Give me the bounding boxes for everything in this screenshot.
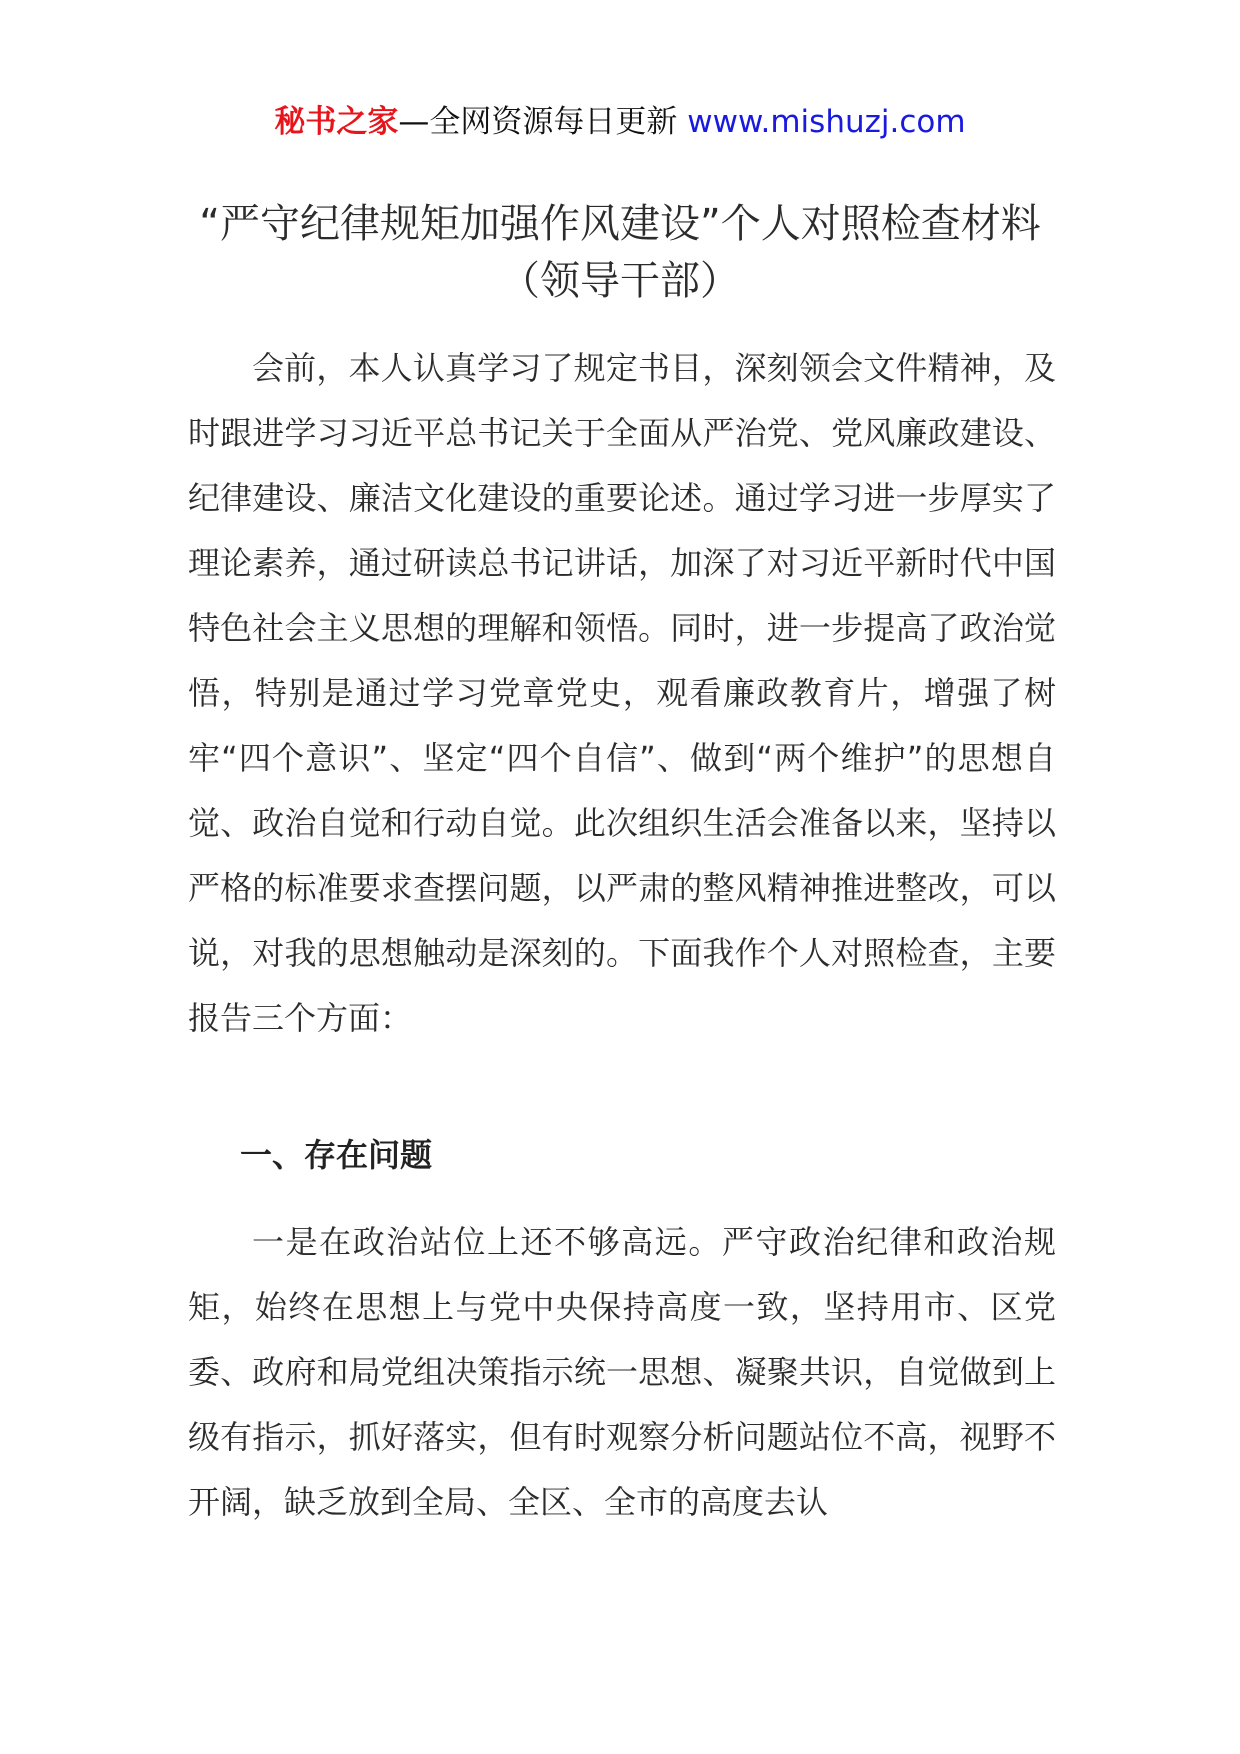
intro-paragraph: 会前，本人认真学习了规定书目，深刻领会文件精神，及时跟进学习习近平总书记关于全面从严治党、党风廉政建设、纪律建设、廉洁文化建设的重要论述。通过学习进一步厚实了理论素养，通过研读总书记讲话，加深了对习近平新时代中国特色社会主义思想的理解和领悟。同时，进一步提高了政治觉悟，特别是通过学习党章党史，观看廉政教育片，增强了树牢“四个意识”、坚定“四个自信”、做到“两个维护”的思想自觉、政治自觉和行动自觉。此次组织生活会准备以来，坚持以严格的标准要求查摆问题，以严肃的整风精神推进整改，可以说，对我的思想触动是深刻的。下面我作个人对照检查，主要报告三个方面： [188, 349, 1056, 1037]
site-header [0, 100, 1240, 144]
document-title: “严守纪律规矩加强作风建设”个人对照检查材料（领导干部） [199, 201, 1041, 304]
site-url-link[interactable]: www.mishuzj.com [687, 104, 966, 140]
header-tagline: —全网资源每日更新 [398, 104, 688, 140]
section-1-paragraph: 一是在政治站位上还不够高远。严守政治纪律和政治规矩，始终在思想上与党中央保持高度一致，坚持用市、区党委、政府和局党组决策指示统一思想、凝聚共识，自觉做到上级有指示，抓好落实，但有时观察分析问题站位不高，视野不开阔，缺乏放到全局、全区、全市的高度去认 [188, 1223, 1056, 1521]
brand-name: 秘书之家 [274, 104, 399, 140]
section-heading-problems: 一、存在问题 [240, 1136, 433, 1174]
